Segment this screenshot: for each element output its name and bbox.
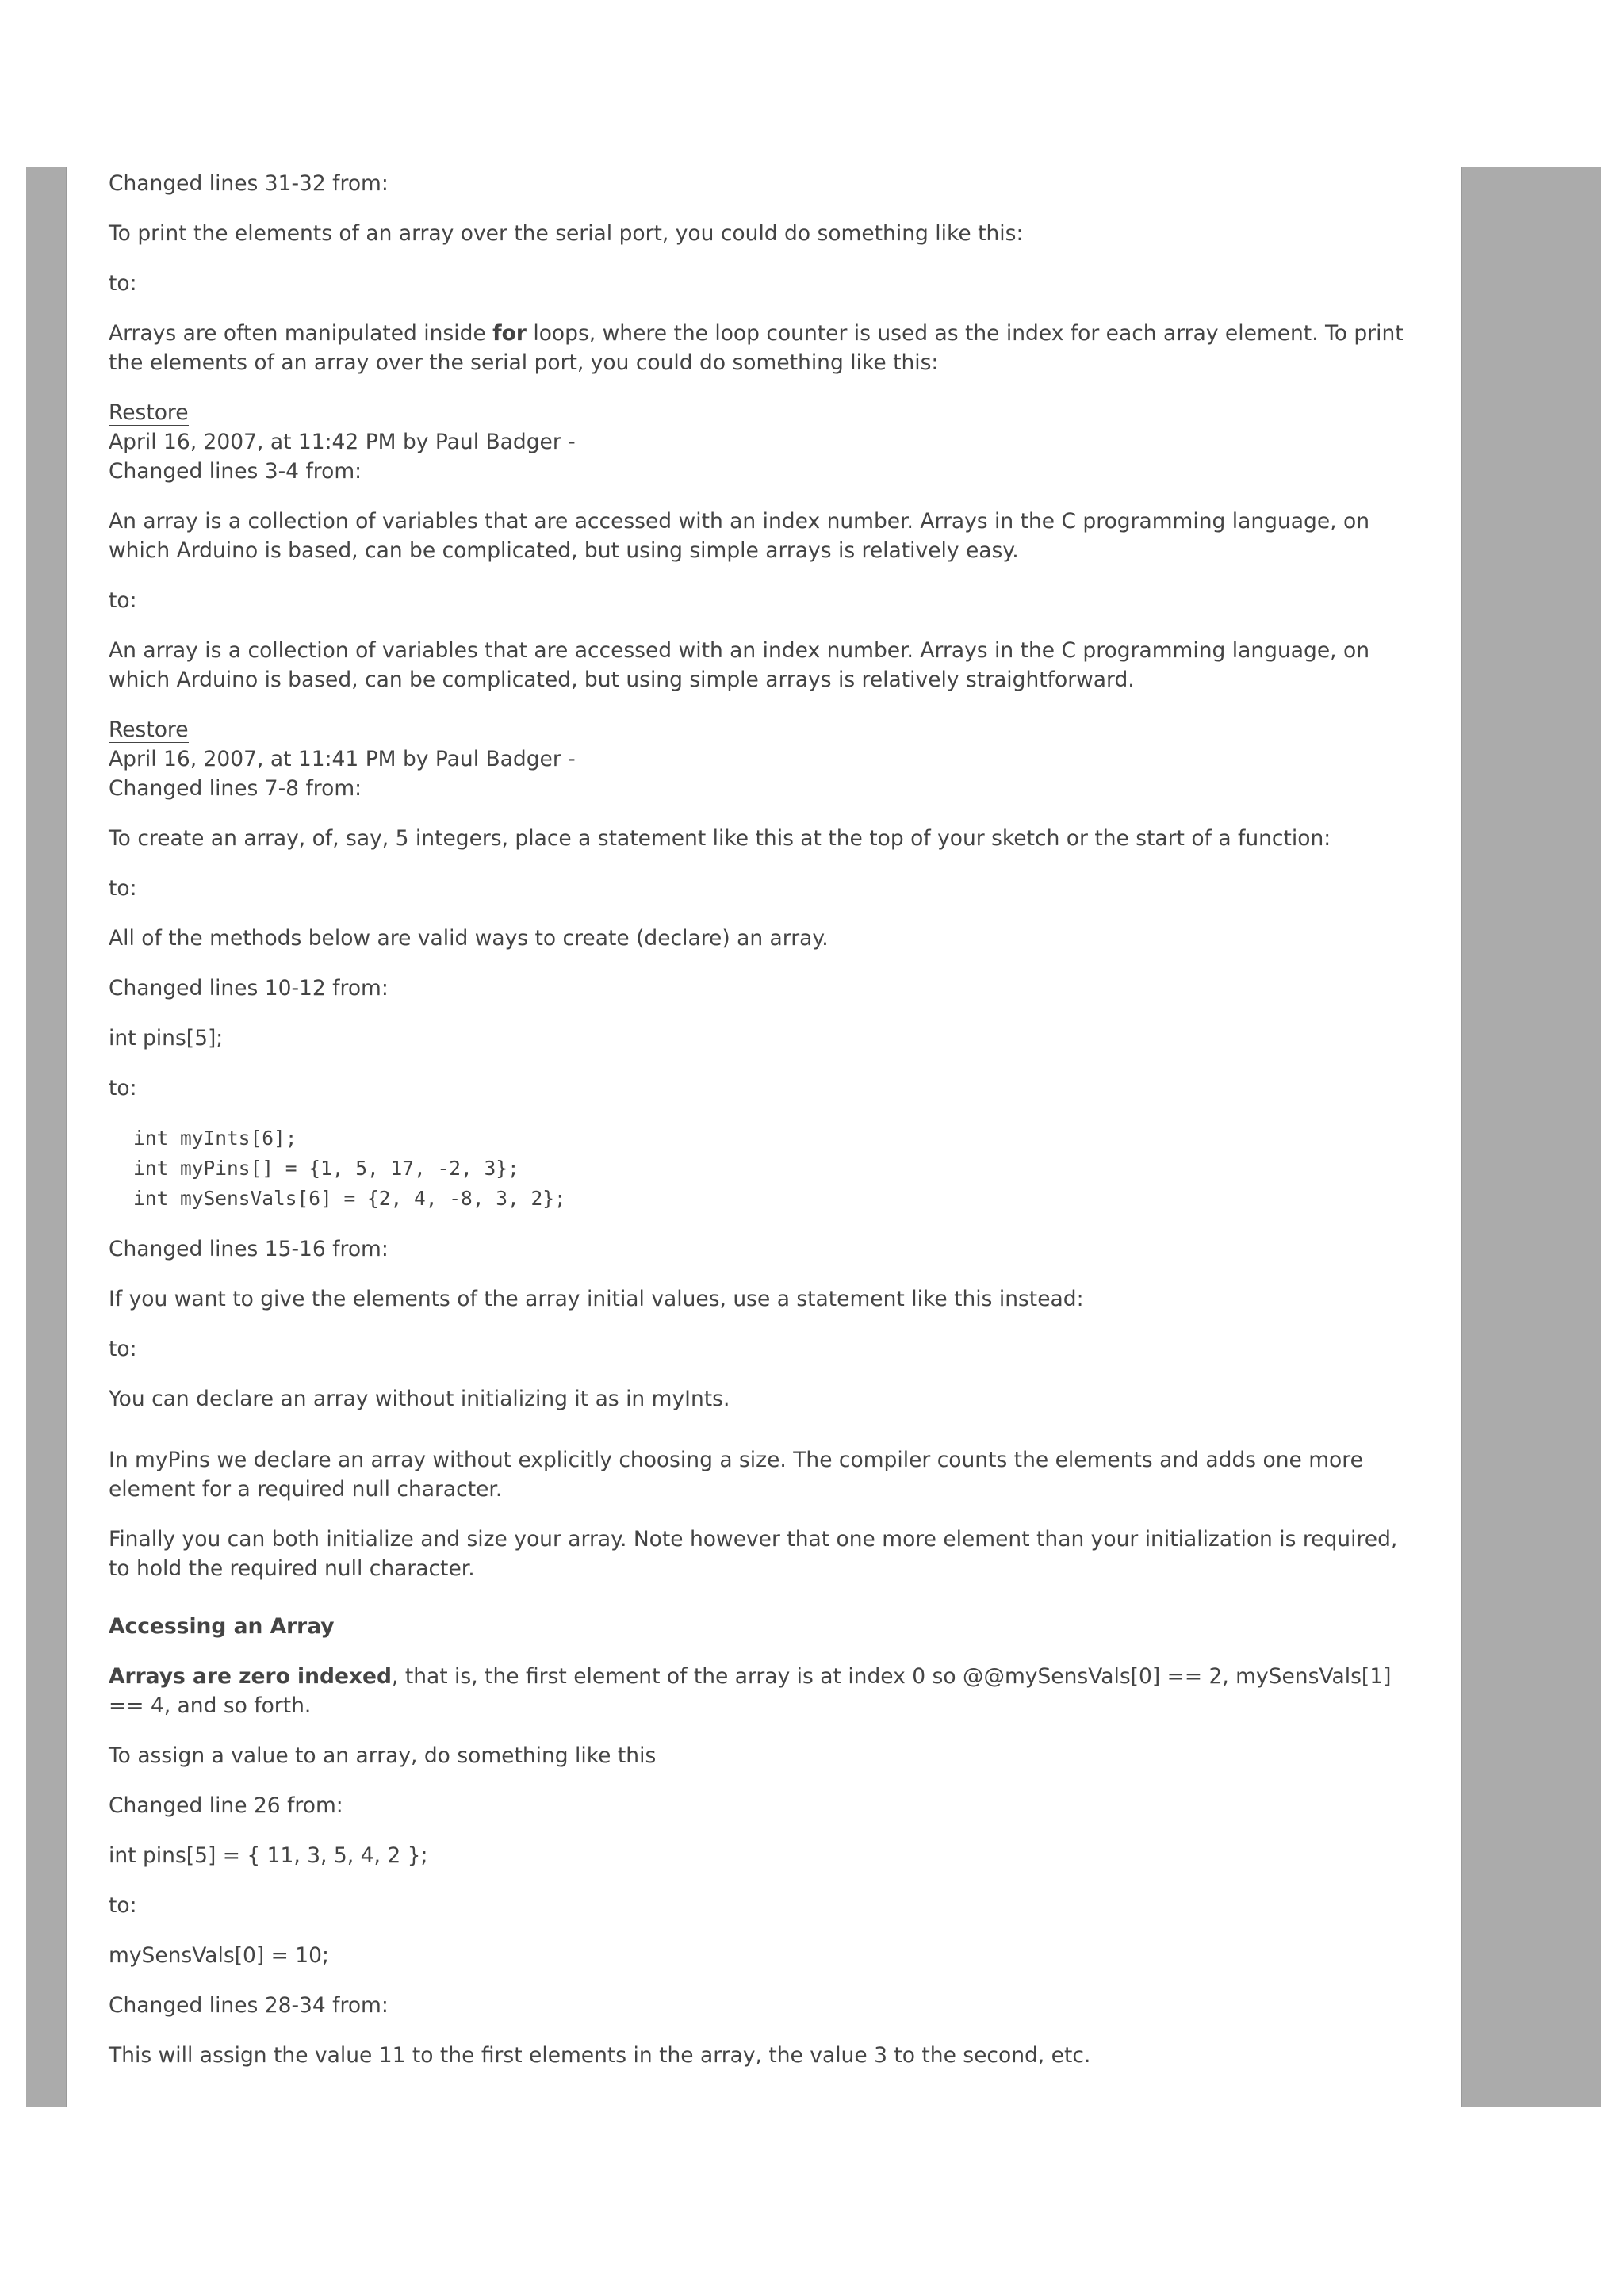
to-label: to: [109,1337,137,1361]
to-label: to: [109,876,137,901]
new-text: You can declare an array without initializing it as in myInts. [109,1387,730,1411]
new-text: An array is a collection of variables that are accessed with an index number. Arrays in the C programming language, on which Arduino is based, can be complicated, but using simple arrays is relatively straightforward. [109,638,1369,692]
old-text: An array is a collection of variables that are accessed with an index number. Arrays in the C programming language, on which Arduino is based, can be complicated, but using simple arrays is relatively easy. [109,509,1369,563]
revision-meta: April 16, 2007, at 11:41 PM by Paul Badger - [109,747,576,771]
bold-phrase: Arrays are zero indexed [109,1664,392,1689]
page-content [109,169,1417,2091]
new-text: Arrays are often manipulated inside for loops, where the loop counter is used as the index for each array element. To print the elements of an array over the serial port, you could do something like this: [109,321,1404,375]
old-text: To print the elements of an array over the serial port, you could do something like this: [109,221,1024,246]
to-label: to: [109,271,137,296]
old-text: int pins[5]; [109,1026,224,1050]
change-header: Changed lines 28-34 from: [109,1993,389,2018]
new-text: To assign a value to an array, do something like this [109,1743,657,1768]
new-text: mySensVals[0] = 10; [109,1943,329,1968]
right-sidebar-bar [1461,167,1601,2107]
code-block: int myInts[6]; int myPins[] = {1, 5, 17, -2, 3}; int mySensVals[6] = {2, 4, -8, 3, 2}; [133,1127,566,1210]
new-text: In myPins we declare an array without explicitly choosing a size. The compiler counts the elements and adds one more element for a required null character. [109,1448,1363,1502]
keyword-for: for [492,321,527,346]
revision-entry [109,715,1417,803]
to-label: to: [109,1893,137,1918]
restore-link[interactable]: Restore [109,718,189,742]
new-text: Finally you can both initialize and size your array. Note however that one more element than your initialization is required, to hold the required null character. [109,1527,1398,1581]
change-header: Changed lines 10-12 from: [109,976,389,1001]
to-label: to: [109,588,137,613]
old-text: To create an array, of, say, 5 integers, place a statement like this at the top of your sketch or the start of a function: [109,826,1331,851]
old-text: If you want to give the elements of the array initial values, use a statement like this instead: [109,1287,1084,1311]
revision-entry [109,398,1417,486]
old-text: int pins[5] = { 11, 3, 5, 4, 2 }; [109,1843,428,1868]
left-sidebar-bar [26,167,67,2107]
new-text: All of the methods below are valid ways to create (declare) an array. [109,926,829,951]
change-header: Changed lines 3-4 from: [109,459,362,484]
change-header: Changed lines 15-16 from: [109,1237,389,1261]
section-heading: Accessing an Array [109,1614,335,1639]
old-text: This will assign the value 11 to the first elements in the array, the value 3 to the second, etc. [109,2043,1091,2068]
to-label: to: [109,1076,137,1100]
change-header: Changed lines 7-8 from: [109,776,362,801]
change-header: Changed line 26 from: [109,1793,343,1818]
restore-link[interactable]: Restore [109,400,189,425]
change-header: Changed lines 31-32 from: [109,171,389,196]
new-text: Arrays are zero indexed, that is, the first element of the array is at index 0 so @@mySensVals[0] == 2, mySensVals[1] == 4, and so forth. [109,1664,1392,1718]
revision-meta: April 16, 2007, at 11:42 PM by Paul Badger - [109,430,576,454]
